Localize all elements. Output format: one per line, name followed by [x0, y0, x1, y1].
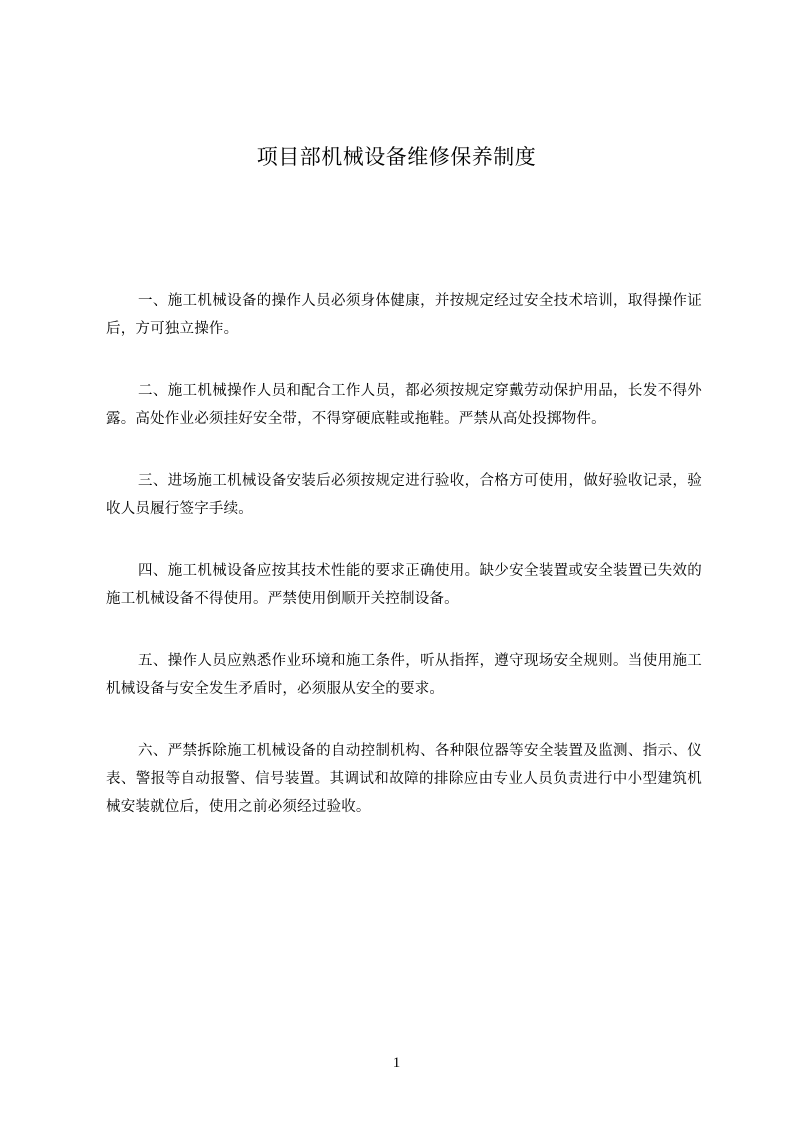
document-body: [106, 287, 702, 855]
paragraph-6: 六、严禁拆除施工机械设备的自动控制机构、各种限位器等安全装置及监测、指示、仪表、警报等自动报警、信号装置。其调试和故障的排除应由专业人员负责进行中小型建筑机械安装就位后，使用之前必须经过验收。: [106, 743, 702, 815]
paragraph-1: 一、施工机械设备的操作人员必须身体健康，并按规定经过安全技术培训，取得操作证后，方可独立操作。: [106, 293, 702, 337]
paragraph-4: 四、施工机械设备应按其技术性能的要求正确使用。缺少安全装置或安全装置已失效的施工机械设备不得使用。严禁使用倒顺开关控制设备。: [106, 563, 702, 607]
paragraph-2: 二、施工机械操作人员和配合工作人员，都必须按规定穿戴劳动保护用品，长发不得外露。高处作业必须挂好安全带，不得穿硬底鞋或拖鞋。严禁从高处投掷物件。: [106, 383, 702, 427]
document-title: 项目部机械设备维修保养制度: [256, 145, 537, 169]
paragraph-3: 三、进场施工机械设备安装后必须按规定进行验收，合格方可使用，做好验收记录，验收人员履行签字手续。: [106, 473, 702, 517]
paragraph-5: 五、操作人员应熟悉作业环境和施工条件，听从指挥，遵守现场安全规则。当使用施工机械设备与安全发生矛盾时，必须服从安全的要求。: [106, 653, 702, 697]
page-number: 1: [392, 1055, 401, 1071]
